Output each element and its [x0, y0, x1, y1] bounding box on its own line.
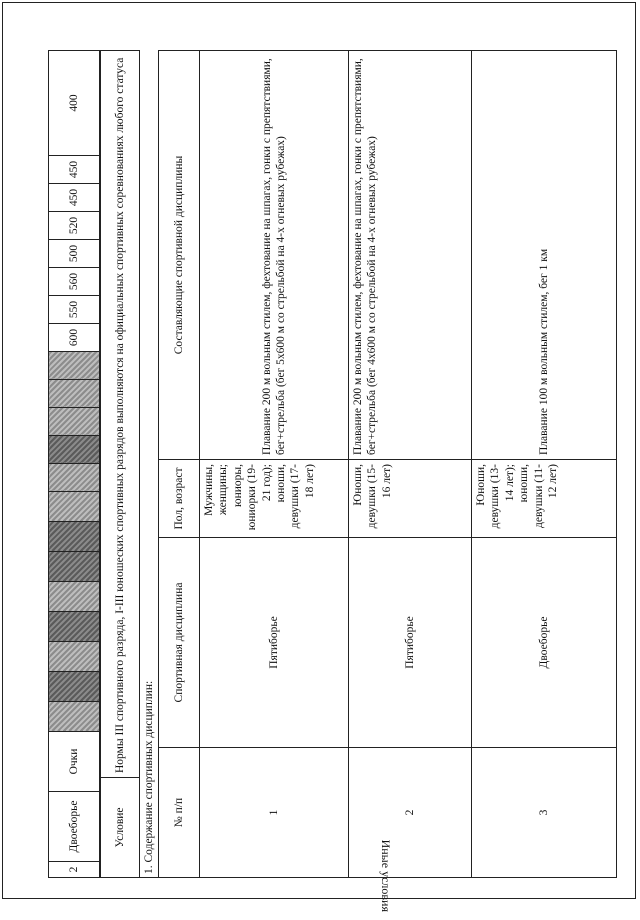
row-age: Юноши, девушки (15-16 лет) — [349, 460, 472, 538]
condition-label: Условие — [101, 778, 140, 878]
row-components: Плавание 200 м вольным стилем, фехтование на шпагах, гонки с препятствиями, бег+стрельба (бег 4х600 м со стрельбой на 4-х огневых рубежах) — [349, 51, 472, 460]
scan-noise-cell — [49, 492, 100, 522]
scan-noise-cell — [49, 702, 100, 732]
scan-noise-cell — [49, 552, 100, 582]
scan-noise-cell — [49, 380, 100, 408]
points-value: 450 — [49, 184, 100, 212]
section-title: 1. Содержание спортивных дисциплин: — [143, 680, 155, 874]
header-discipline: Спортивная дисциплина — [159, 538, 200, 748]
scan-noise-cell — [49, 612, 100, 642]
scan-noise-cell — [49, 436, 100, 464]
table-row — [472, 51, 617, 878]
header-number: № п/п — [159, 748, 200, 878]
points-value: 560 — [49, 268, 100, 296]
row-age: Юноши, девушки (13-14 лет); юноши, девушки (11-12 лет) — [472, 460, 617, 538]
row-discipline: Пятиборье — [200, 538, 349, 748]
points-label: Очки — [49, 732, 100, 792]
row-discipline: Пятиборье — [349, 538, 472, 748]
points-value: 520 — [49, 212, 100, 240]
scan-noise-cell — [49, 672, 100, 702]
condition-row — [101, 51, 140, 878]
rotated-document-table — [48, 50, 608, 912]
points-value: 400 — [49, 51, 100, 156]
side-label: Иные условия — [379, 839, 393, 912]
row-number: 2 — [49, 862, 100, 878]
row-num: 3 — [472, 748, 617, 878]
row-discipline: Двоеборье — [472, 538, 617, 748]
left-gutter — [140, 877, 608, 890]
table-row — [349, 51, 472, 878]
row-num: 2 — [349, 748, 472, 878]
points-discipline: Двоеборье — [49, 792, 100, 862]
scan-noise-cell — [49, 352, 100, 380]
points-table — [48, 50, 100, 878]
points-row — [49, 51, 100, 878]
points-value: 500 — [49, 240, 100, 268]
disciplines-table — [158, 50, 617, 878]
row-components: Плавание 100 м вольным стилем, бег 1 км — [472, 51, 617, 460]
table-header-row — [159, 51, 200, 878]
scan-noise-cell — [49, 582, 100, 612]
points-value: 550 — [49, 296, 100, 324]
scan-noise-cell — [49, 408, 100, 436]
condition-table — [100, 50, 140, 878]
row-num: 1 — [200, 748, 349, 878]
points-value: 450 — [49, 156, 100, 184]
scan-noise-cell — [49, 522, 100, 552]
condition-text: Нормы III спортивного разряда, I-III юношеских спортивных разрядов выполняются на официальных спортивных соревнованиях любого статуса — [101, 51, 140, 778]
scan-noise-cell — [49, 642, 100, 672]
row-components: Плавание 200 м вольным стилем, фехтование на шпагах, гонки с препятствиями, бег+стрельба (бег 5х600 м со стрельбой на 4-х огневых рубежах) — [200, 51, 349, 460]
table-row — [200, 51, 349, 878]
points-value: 600 — [49, 324, 100, 352]
row-age: Мужчины, женщины; юниоры, юниорки (19-21 год); юноши, девушки (17-18 лет) — [200, 460, 349, 538]
header-components: Составляющие спортивной дисциплины — [159, 51, 200, 460]
scan-noise-cell — [49, 464, 100, 492]
header-age: Пол, возраст — [159, 460, 200, 538]
